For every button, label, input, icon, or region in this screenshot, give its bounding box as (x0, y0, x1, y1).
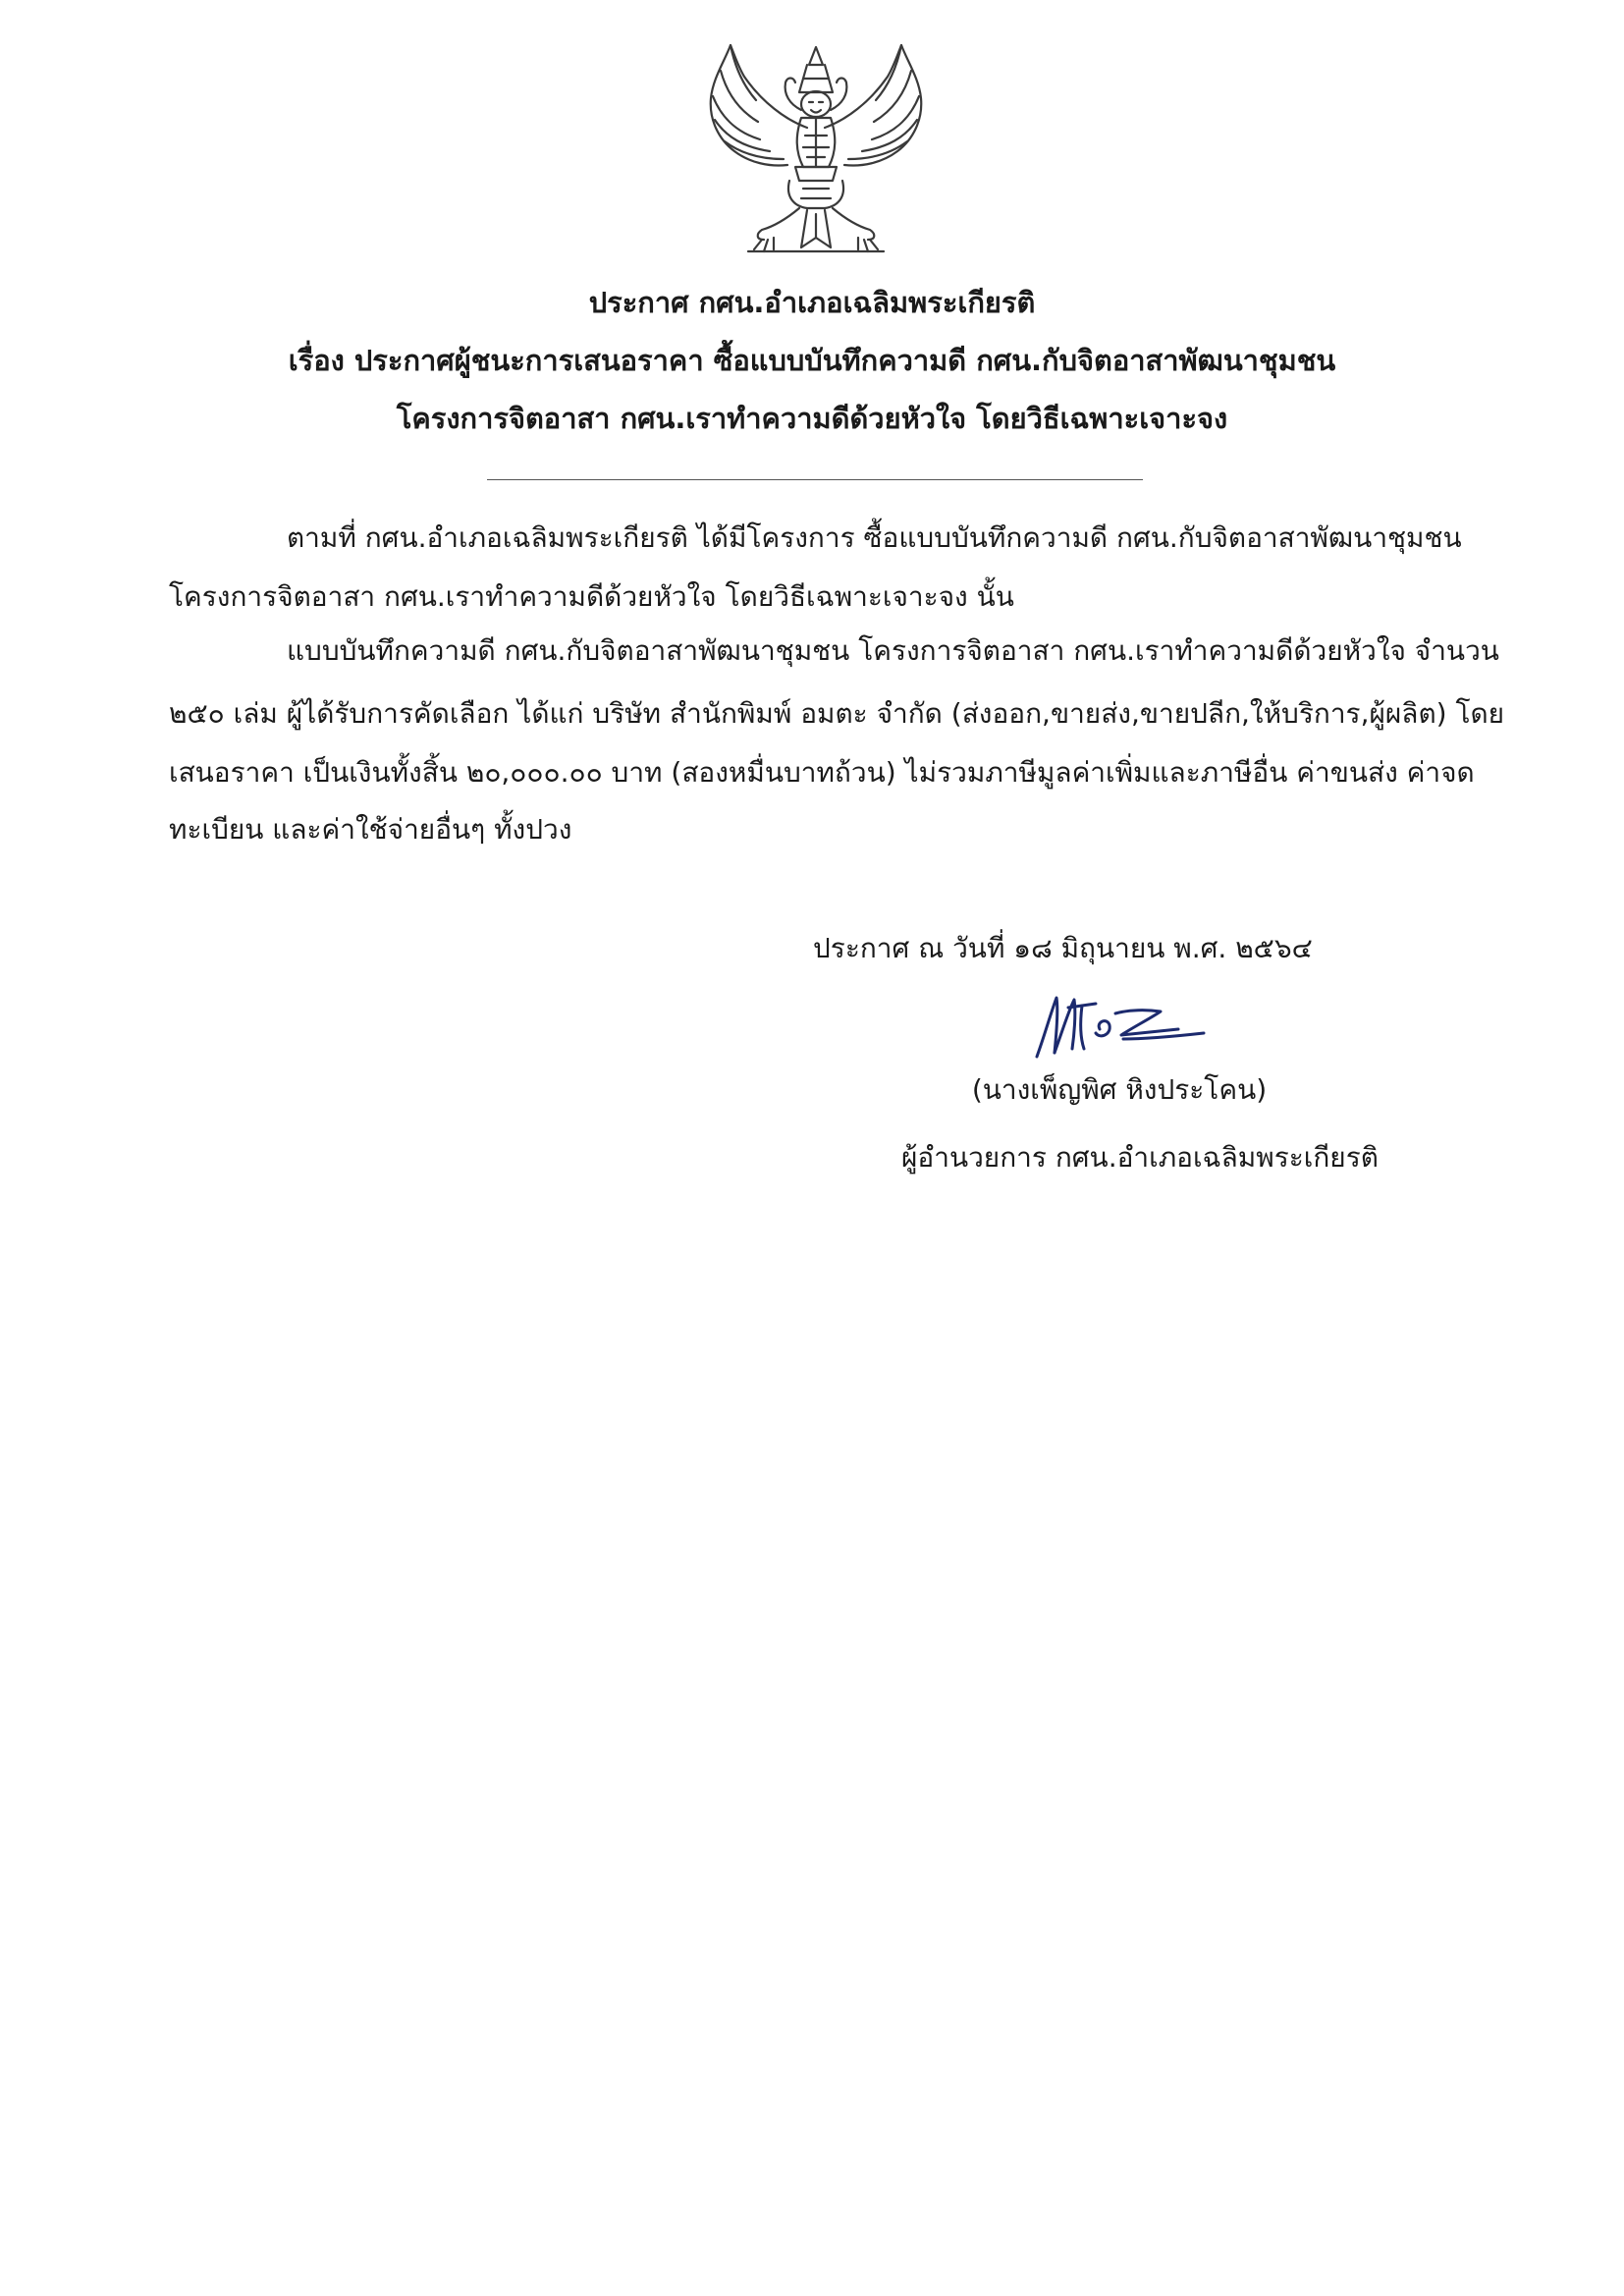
garuda-emblem-icon (705, 41, 927, 259)
announcement-title: ประกาศ กศน.อำเภอเฉลิมพระเกียรติ (588, 286, 1036, 319)
announcement-project: โครงการจิตอาสา กศน.เราทำความดีด้วยหัวใจ โดยวิธีเฉพาะเจาะจง (396, 402, 1228, 435)
paragraph-1-line-1: ตามที่ กศน.อำเภอเฉลิมพระเกียรติ ได้มีโครงการ ซื้อแบบบันทึกความดี กศน.กับจิตอาสาพัฒนาชุมชน (287, 521, 1462, 554)
paragraph-2-line-1: แบบบันทึกความดี กศน.กับจิตอาสาพัฒนาชุมชน โครงการจิตอาสา กศน.เราทำความดีด้วยหัวใจ จำนวน (287, 634, 1499, 667)
paragraph-2-line-3: เสนอราคา เป็นเงินทั้งสิ้น ๒๐,๐๐๐.๐๐ บาท (สองหมื่นบาทถ้วน) ไม่รวมภาษีมูลค่าเพิ่มและภาษีอื่น ค่าขนส่ง ค่าจด (169, 756, 1475, 789)
paragraph-2-line-2: ๒๕๐ เล่ม ผู้ได้รับการคัดเลือก ได้แก่ บริษัท สำนักพิมพ์ อมตะ จำกัด (ส่งออก,ขายส่ง,ขายปลีก,ให้บริการ,ผู้ผลิต) โดย (169, 697, 1505, 730)
handwritten-signature (1031, 984, 1218, 1065)
paragraph-1-line-2: โครงการจิตอาสา กศน.เราทำความดีด้วยหัวใจ โดยวิธีเฉพาะเจาะจง นั้น (169, 580, 1014, 613)
announcement-subject: เรื่อง ประกาศผู้ชนะการเสนอราคา ซื้อแบบบันทึกความดี กศน.กับจิตอาสาพัฒนาชุมชน (288, 344, 1336, 377)
signer-name: (นางเพ็ญพิศ หิงประโคน) (971, 1073, 1268, 1106)
signer-position: ผู้อำนวยการ กศน.อำเภอเฉลิมพระเกียรติ (901, 1141, 1379, 1174)
paragraph-2-line-4: ทะเบียน และค่าใช้จ่ายอื่นๆ ทั้งปวง (169, 813, 572, 846)
announcement-date: ประกาศ ณ วันที่ ๑๘ มิถุนายน พ.ศ. ๒๕๖๔ (813, 932, 1313, 964)
header-divider (487, 479, 1143, 480)
